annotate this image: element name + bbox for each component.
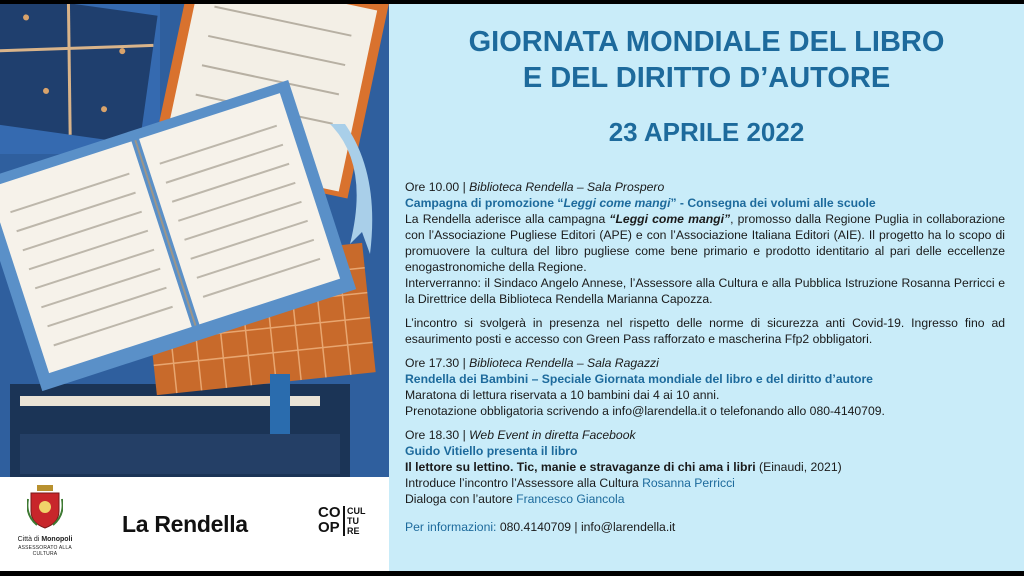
event-2-when: Ore 17.30 | Biblioteca Rendella – Sala Ragazzi [405,356,659,370]
books-artwork [0,4,389,477]
bottom-border [0,571,1024,576]
coop-culture-logo [318,505,368,545]
city-crest-icon [27,485,63,529]
event-3-dialog: Dialoga con l’autore Francesco Giancola [405,492,625,506]
city-department: ASSESSORATO ALLA CULTURA [18,545,72,557]
title-line-1: GIORNATA MONDIALE DEL LIBRO [468,26,945,58]
book-illustration [0,4,389,477]
event-3-intro: Introduce l’incontro l’Assessore alla Cultura Rosanna Perricci [405,476,735,490]
event-2-line-2: Prenotazione obbligatoria scrivendo a info@larendella.it o telefonando allo 080-4140709. [405,404,885,418]
monopoli-logo [10,485,80,567]
sponsor-logos [0,477,389,571]
la-rendella-logo: La Rendella [122,511,248,537]
event-1 [405,179,1005,307]
event-panel [389,4,1024,571]
event-1-title: Campagna di promozione “Leggi come mangi” - Consegna dei volumi alle scuole [405,196,876,210]
event-2-title: Rendella dei Bambini – Speciale Giornata mondiale del libro e del diritto d’autore [405,372,873,386]
event-1-when: Ore 10.00 | Biblioteca Rendella – Sala Prospero [405,180,665,194]
event-1-note: L’incontro si svolgerà in presenza nel rispetto delle norme di sicurezza anti Covid-19. Ingresso fino ad esaurimento posti e accesso con Green Pass rafforzato e mascherina Ffp2 obbligatori. [405,316,1005,346]
city-name: Città di Monopoli [17,536,73,543]
event-1-description: La Rendella aderisce alla campagna “Leggi come mangi”, promosso dalla Regione Puglia in collaborazione con l’Associazione Pugliese Editori (APE) e con l’Associazione Italiana Editori (AIE). Il progetto ha lo scopo di promuovere la cultura del libro pugliese come bene primario e prodotto identitario al pari delle eccellenze enogastronomiche della Regione. [405,212,1006,274]
coop-logo-right: CUL TU RE [347,506,366,536]
title-line-2: E DEL DIRITTO D’AUTORE [522,62,891,94]
coop-logo-left: CO OP [318,504,341,536]
event-1-speakers: Interverranno: il Sindaco Angelo Annese, l’Assessore alla Cultura e alla Pubblica Istruzione Rosanna Perricci e la Direttrice della Biblioteca Rendella Marianna Capozza. [405,276,1005,306]
contact-info: Per informazioni: 080.4140709 | info@larendella.it [405,520,676,534]
event-3-book: Il lettore su lettino. Tic, manie e stravaganze di chi ama i libri (Einaudi, 2021) [405,460,842,474]
event-1-note-block [405,315,1005,347]
event-2 [405,355,1005,419]
event-3-when: Ore 18.30 | Web Event in diretta Facebook [405,428,636,442]
event-3-title: Guido Vitiello presenta il libro [405,444,578,458]
event-date: 23 APRILE 2022 [608,117,805,147]
event-2-line-1: Maratona di lettura riservata a 10 bambini dai 4 ai 10 anni. [405,388,720,402]
coop-logo-divider [343,506,345,536]
page-title [389,24,1024,96]
event-program [405,179,1005,535]
event-3 [405,427,1005,507]
